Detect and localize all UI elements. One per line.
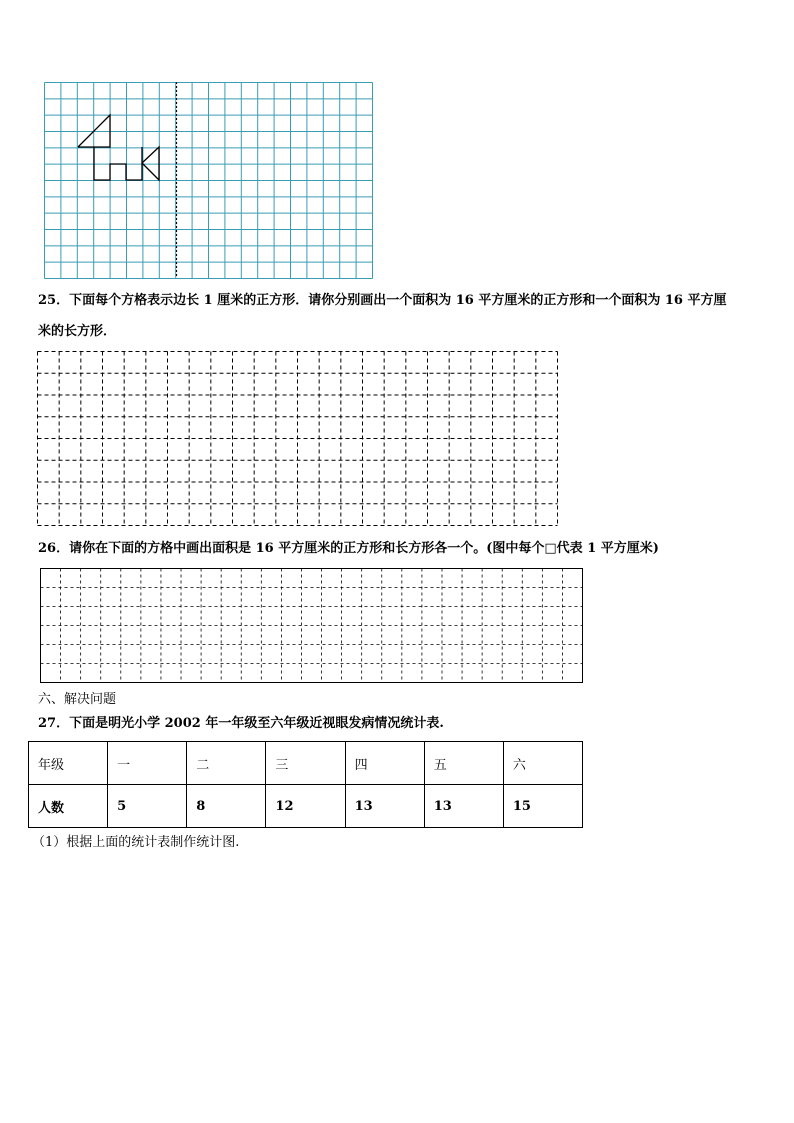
count-cell: 12 [266,785,345,828]
table-row [29,785,583,828]
grade-cell: 四 [345,742,424,785]
count-cell: 8 [187,785,266,828]
row-label-cell: 人数 [29,785,108,828]
grade-cell: 一 [108,742,187,785]
grade-cell: 六 [503,742,582,785]
symmetry-grid [44,82,374,279]
grade-cell: 五 [424,742,503,785]
section-title: 六、解决问题 [38,692,117,707]
q25-dashed-grid[interactable] [37,351,559,527]
q27-sub1: （1）根据上面的统计表制作统计图. [32,835,240,850]
count-cell: 5 [108,785,187,828]
q26-grid[interactable] [40,568,584,684]
count-cell: 13 [424,785,503,828]
grade-cell: 二 [187,742,266,785]
count-cell: 13 [345,785,424,828]
grade-cell: 三 [266,742,345,785]
q25-line2: 米的长方形． [38,324,117,339]
count-cell: 15 [503,785,582,828]
q26-text: 26．请你在下面的方格中画出面积是 16 平方厘米的正方形和长方形各一个。(图中每个□代表 1 平方厘米) [38,541,659,556]
q25-line1: 25．下面每个方格表示边长 1 厘米的正方形．请你分别画出一个面积为 16 平方厘米的正方形和一个面积为 16 平方厘 [38,293,727,308]
q27-text: 27．下面是明光小学 2002 年一年级至六年级近视眼发病情况统计表. [38,716,444,731]
header-label-cell: 年级 [29,742,108,785]
stats-table [28,741,583,828]
table-row [29,742,583,785]
